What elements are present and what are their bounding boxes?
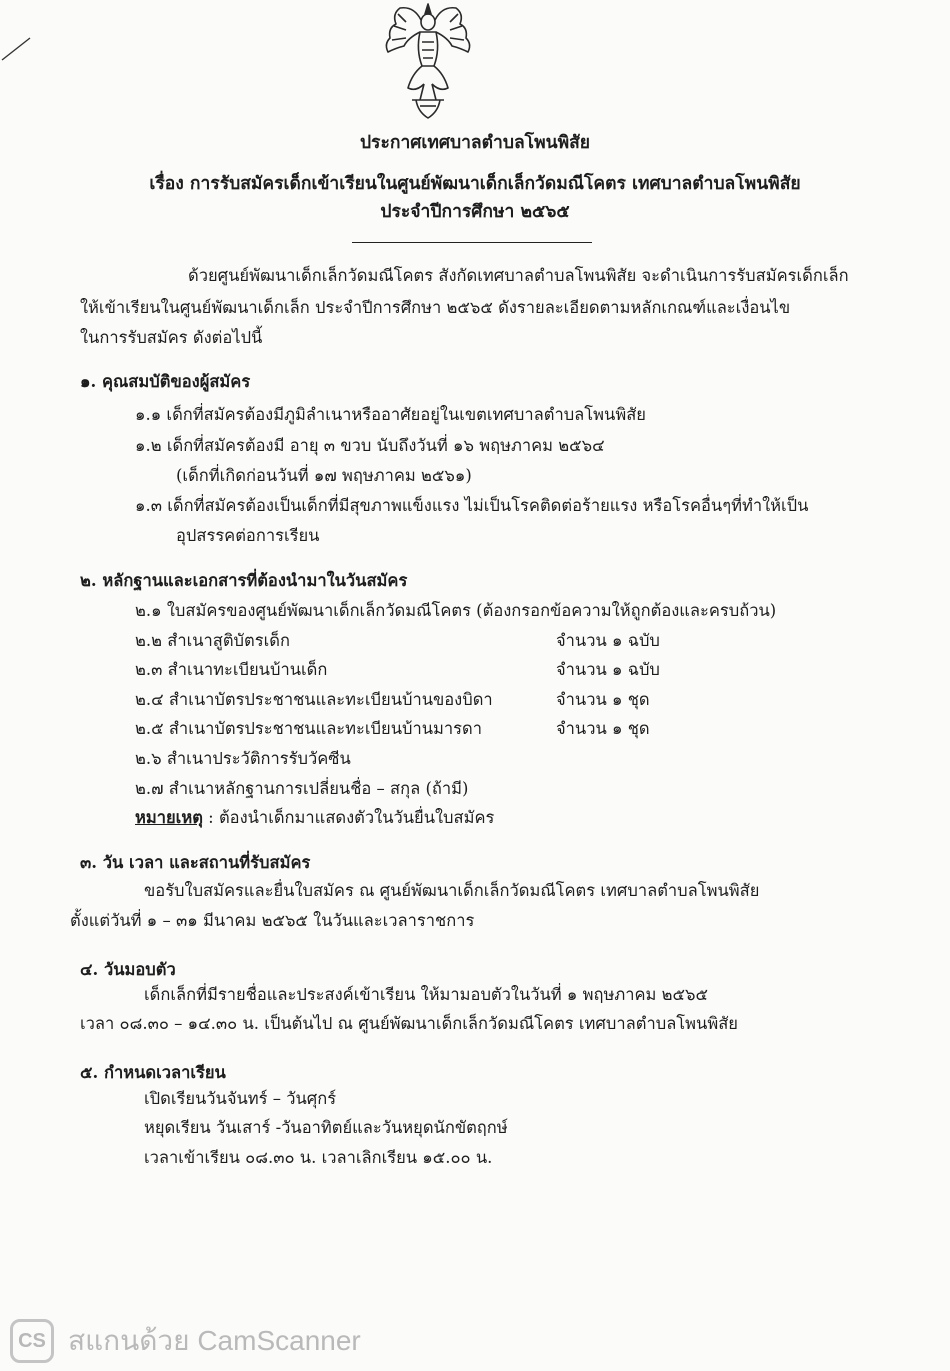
announcement-org: ประกาศเทศบาลตำบลโพนพิสัย xyxy=(359,133,591,153)
section-4-line-1: เด็กเล็กที่มีรายชื่อและประสงค์เข้าเรียน ให้มามอบตัวในวันที่ ๑ พฤษภาคม ๒๕๖๕ xyxy=(144,985,708,1004)
camscanner-watermark xyxy=(10,1318,361,1364)
section-3-line-1: ขอรับใบสมัครและยื่นใบสมัคร ณ ศูนย์พัฒนาเด็กเล็กวัดมณีโคตร เทศบาลตำบลโพนพิสัย xyxy=(144,881,760,900)
section-4-heading: ๔. วันมอบตัว xyxy=(80,960,176,979)
section-5-line-3: เวลาเข้าเรียน ๐๘.๓๐ น. เวลาเลิกเรียน ๑๕.๐๐ น. xyxy=(144,1148,493,1167)
section-4-line-2: เวลา ๐๘.๓๐ – ๑๔.๓๐ น. เป็นต้นไป ณ ศูนย์พัฒนาเด็กเล็กวัดมณีโคตร เทศบาลตำบลโพนพิสัย xyxy=(80,1014,738,1033)
camscanner-logo-icon: CS xyxy=(10,1319,54,1363)
garuda-emblem xyxy=(378,0,478,122)
title-divider xyxy=(352,242,592,243)
section-2-item-2: ๒.๒ สำเนาสูติบัตรเด็ก xyxy=(135,631,290,650)
section-5-heading: ๕. กำหนดเวลาเรียน xyxy=(80,1063,226,1082)
section-2-item-1: ๒.๑ ใบสมัครของศูนย์พัฒนาเด็กเล็กวัดมณีโคตร (ต้องกรอกข้อความให้ถูกต้องและครบถ้วน) xyxy=(135,601,777,620)
section-1-item-1: ๑.๑ เด็กที่สมัครต้องมีภูมิลำเนาหรืออาศัยอยู่ในเขตเทศบาลตำบลโพนพิสัย xyxy=(135,405,646,424)
section-2-item-7: ๒.๗ สำเนาหลักฐานการเปลี่ยนชื่อ – สกุล (ถ้ามี) xyxy=(135,779,469,798)
section-3-heading: ๓. วัน เวลา และสถานที่รับสมัคร xyxy=(80,853,311,872)
section-1-heading: ๑. คุณสมบัติของผู้สมัคร xyxy=(80,372,251,391)
announcement-year: ประจำปีการศึกษา ๒๕๖๕ xyxy=(380,202,570,222)
intro-line-1: ด้วยศูนย์พัฒนาเด็กเล็กวัดมณีโคตร สังกัดเทศบาลตำบลโพนพิสัย จะดำเนินการรับสมัครเด็กเล็ก xyxy=(188,266,849,285)
section-3-line-2: ตั้งแต่วันที่ ๑ – ๓๑ มีนาคม ๒๕๖๕ ในวันและเวลาราชการ xyxy=(70,911,475,930)
section-2-item-5-copies: จำนวน ๑ ชุด xyxy=(556,719,650,738)
section-1-item-2-note: (เด็กที่เกิดก่อนวันที่ ๑๗ พฤษภาคม ๒๕๖๑) xyxy=(176,466,472,485)
note-label: หมายเหตุ xyxy=(135,808,203,827)
section-2-heading: ๒. หลักฐานและเอกสารที่ต้องนำมาในวันสมัคร xyxy=(80,571,408,590)
section-5-line-2: หยุดเรียน วันเสาร์ -วันอาทิตย์และวันหยุดนักขัตฤกษ์ xyxy=(144,1118,508,1137)
section-2-item-4: ๒.๔ สำเนาบัตรประชาชนและทะเบียนบ้านของบิดา xyxy=(135,690,493,709)
announcement-subject: เรื่อง การรับสมัครเด็กเข้าเรียนในศูนย์พัฒนาเด็กเล็กวัดมณีโคตร เทศบาลตำบลโพนพิสัย xyxy=(149,174,801,194)
section-2-item-5: ๒.๕ สำเนาบัตรประชาชนและทะเบียนบ้านมารดา xyxy=(135,719,482,738)
section-2-item-3-copies: จำนวน ๑ ฉบับ xyxy=(556,660,660,679)
section-2-item-6: ๒.๖ สำเนาประวัติการรับวัคซีน xyxy=(135,749,351,768)
section-1-item-2: ๑.๒ เด็กที่สมัครต้องมี อายุ ๓ ขวบ นับถึงวันที่ ๑๖ พฤษภาคม ๒๕๖๔ xyxy=(135,436,605,455)
section-2-item-3: ๒.๓ สำเนาทะเบียนบ้านเด็ก xyxy=(135,660,328,679)
section-1-item-3-cont: อุปสรรคต่อการเรียน xyxy=(176,526,320,545)
section-2-note xyxy=(135,808,494,828)
intro-line-3: ในการรับสมัคร ดังต่อไปนี้ xyxy=(80,328,263,347)
note-text: : ต้องนำเด็กมาแสดงตัวในวันยื่นใบสมัคร xyxy=(202,808,495,827)
section-2-item-4-copies: จำนวน ๑ ชุด xyxy=(556,690,650,709)
section-1-item-3: ๑.๓ เด็กที่สมัครต้องเป็นเด็กที่มีสุขภาพแข็งแรง ไม่เป็นโรคติดต่อร้ายแรง หรือโรคอื่นๆที่ทำให้เป็น xyxy=(135,496,809,515)
intro-line-2: ให้เข้าเรียนในศูนย์พัฒนาเด็กเล็ก ประจำปีการศึกษา ๒๕๖๕ ดังรายละเอียดตามหลักเกณฑ์และเงื่อนไข xyxy=(80,298,791,317)
section-2-item-2-copies: จำนวน ๑ ฉบับ xyxy=(556,631,660,650)
pen-stroke-mark xyxy=(0,28,40,68)
section-5-line-1: เปิดเรียนวันจันทร์ – วันศุกร์ xyxy=(144,1089,337,1108)
camscanner-text: สแกนด้วย CamScanner xyxy=(68,1325,361,1356)
